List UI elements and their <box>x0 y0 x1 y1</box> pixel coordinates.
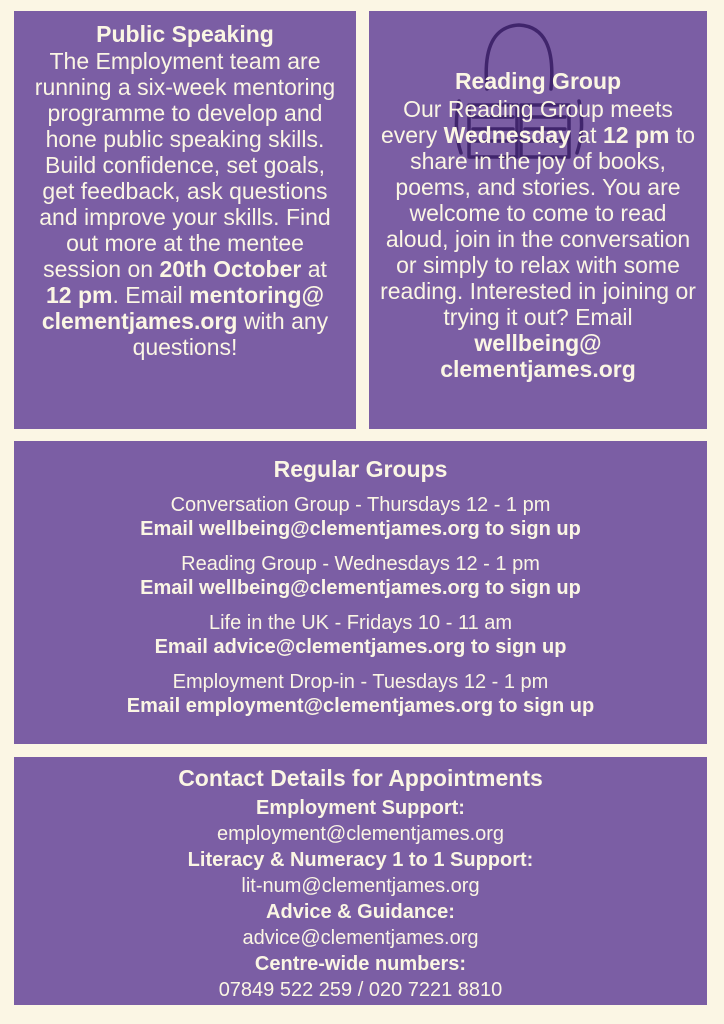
group-signup-email[interactable]: Email wellbeing@clementjames.org to sign up <box>140 518 581 540</box>
group-signup-email[interactable]: Email wellbeing@clementjames.org to sign up <box>140 577 581 599</box>
contact-email-advice[interactable]: advice@clementjames.org <box>242 927 479 949</box>
regular-groups-title: Regular Groups <box>273 456 448 482</box>
group-signup-email[interactable]: Email advice@clementjames.org to sign up <box>154 636 567 658</box>
wellbeing-email-link[interactable]: wellbeing@ clementjames.org <box>440 330 636 382</box>
contact-email-lit-num[interactable]: lit-num@clementjames.org <box>241 875 480 897</box>
reading-group-text-2: at <box>571 122 603 148</box>
contact-details-panel <box>14 757 707 1005</box>
group-conversation <box>24 493 697 541</box>
contact-label: Employment Support: <box>256 797 465 819</box>
reading-group-panel <box>369 11 707 429</box>
reading-group-day: Wednesday <box>443 122 571 148</box>
reading-group-time: 12 pm <box>602 122 670 148</box>
contact-label: Literacy & Numeracy 1 to 1 Support: <box>187 849 534 871</box>
group-reading <box>24 552 697 600</box>
mentee-session-time: 12 pm <box>45 282 113 308</box>
public-speaking-text-2: at <box>301 256 327 282</box>
public-speaking-text-4: with any questions! <box>132 308 329 360</box>
group-life-in-uk <box>24 611 697 659</box>
public-speaking-text-3: . Email <box>112 282 190 308</box>
public-speaking-panel <box>14 11 356 429</box>
contact-details-title: Contact Details for Appointments <box>178 765 543 791</box>
group-schedule: Reading Group - Wednesdays 12 - 1 pm <box>181 553 540 575</box>
public-speaking-title: Public Speaking <box>96 21 274 47</box>
mentoring-email-link[interactable]: mentoring@ clementjames.org <box>41 282 325 334</box>
reading-group-text-3: to share in the joy of books, poems, and stories. You are welcome to come to read aloud, join in the conversation or simply to relax with some reading. Interested in joining or trying it out? Email <box>380 122 696 330</box>
contact-email-employment[interactable]: employment@clementjames.org <box>216 823 505 845</box>
contact-phone-numbers[interactable]: 07849 522 259 / 020 7221 8810 <box>218 979 503 1001</box>
group-schedule: Employment Drop-in - Tuesdays 12 - 1 pm <box>172 671 549 693</box>
group-signup-email[interactable]: Email employment@clementjames.org to sign up <box>126 695 595 717</box>
group-schedule: Conversation Group - Thursdays 12 - 1 pm <box>170 494 551 516</box>
contact-label: Centre-wide numbers: <box>254 953 467 975</box>
regular-groups-panel <box>14 441 707 744</box>
reading-group-body <box>379 96 697 382</box>
reading-group-text-1: Our Reading Group meets every <box>380 96 673 148</box>
group-employment-drop-in <box>24 670 697 718</box>
contact-label: Advice & Guidance: <box>266 901 455 923</box>
reading-group-title: Reading Group <box>454 68 622 94</box>
public-speaking-text-1: The Employment team are running a six-week mentoring programme to develop and hone public speaking skills. Build confidence, set goals, get feedback, ask questions and improve your skills. Find out more at the mentee session on <box>34 48 336 282</box>
mentee-session-date: 20th October <box>159 256 302 282</box>
public-speaking-body <box>28 48 342 360</box>
group-schedule: Life in the UK - Fridays 10 - 11 am <box>208 612 513 634</box>
